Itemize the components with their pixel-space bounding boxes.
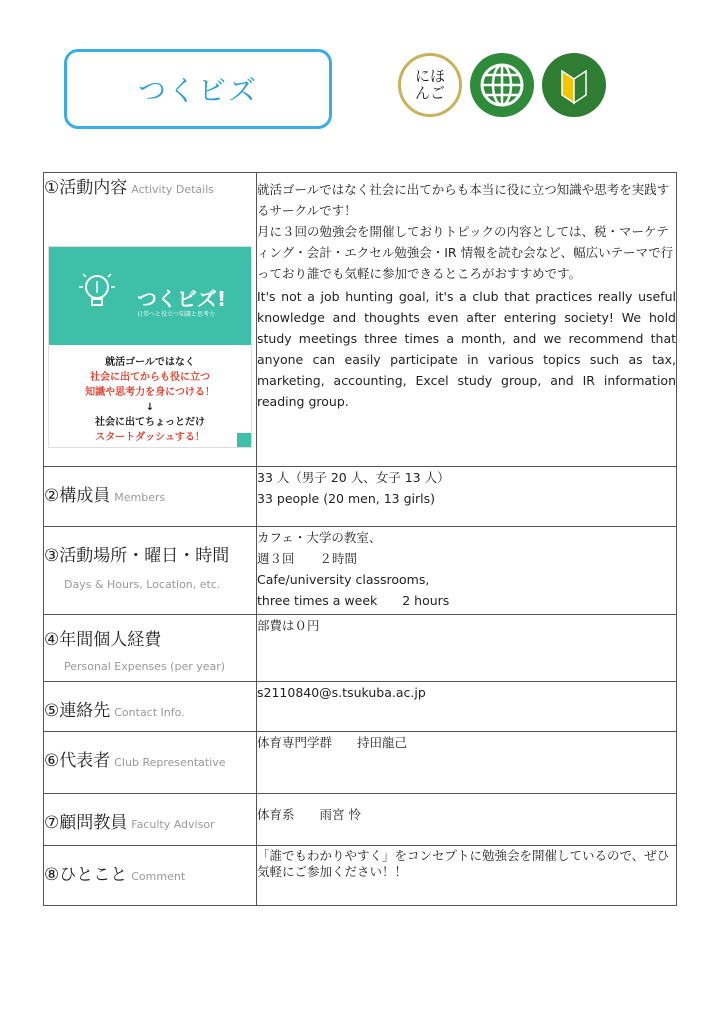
content-line: It's not a job hunting goal, it's a club that practices really useful knowledge and thoughts even after entering society! We hold study meetings three times a month, and we recommend that anyone can easily participate in various topics such as tax, marketing, accounting, Excel study group, and IR information reading group. [257,289,676,409]
label-cell [44,467,257,527]
promo-arrow: ↓ [145,402,155,413]
row-location [44,527,677,615]
label-cell [44,794,257,846]
row-members [44,467,677,527]
club-title: つくビズ [137,74,258,107]
promo-line: 就活ゴールではなく [105,357,195,368]
content-cell [257,467,677,527]
content-cell [257,615,677,682]
label-cell [44,732,257,794]
label-en: Members [114,491,166,504]
nihongo-badge-text: にほんご [414,67,445,102]
beginner-mark-icon [542,53,606,117]
content-line: 33 人（男子 20 人、女子 13 人） [257,470,450,485]
content-line: three times a week 2 hours [257,593,450,608]
label-en: Personal Expenses (per year) [64,660,226,673]
content-line: 体育専門学群 持田龍己 [257,735,408,750]
row-representative [44,732,677,794]
content-cell [257,794,677,846]
row-expenses [44,615,677,682]
globe-icon [470,53,534,117]
promo-line: 社会に出てからも役に立つ [90,372,210,383]
content-line: 33 people (20 men, 13 girls) [257,491,436,506]
label-en: Activity Details [131,183,215,196]
label-cell [44,846,257,906]
content-line: 週３回 ２時間 [257,551,358,566]
label-jp: ⑦顧問教員 [44,813,128,833]
promo-line: 知識や思考力を身につける！ [85,387,215,398]
content-cell [257,682,677,732]
lightbulb-icon [79,271,115,315]
label-jp: ③活動場所・曜日・時間 [44,546,230,566]
label-en: Days & Hours, Location, etc. [64,578,221,591]
promo-image [48,246,252,448]
label-cell [44,682,257,732]
nihongo-badge-icon [398,53,462,117]
label-jp: ④年間個人経費 [44,630,162,650]
promo-brand: つくビズ! [137,287,227,311]
content-line: 部費は０円 [257,618,320,633]
promo-tagline: 日常へと役立つ知識と思考力 [137,311,216,318]
content-line: Cafe/university classrooms, [257,572,430,587]
label-jp: ①活動内容 [44,178,128,198]
label-en: Comment [131,870,186,883]
label-jp: ⑥代表者 [44,751,111,771]
label-jp: ②構成員 [44,486,111,506]
content-line: 就活ゴールではなく社会に出てからも本当に役に立つ知識や思考を実践するサークルです！ [257,182,670,218]
row-comment [44,846,677,906]
promo-line: 社会に出てちょっとだけ [95,417,205,428]
content-cell [257,846,677,906]
label-cell [44,615,257,682]
row-advisor [44,794,677,846]
label-jp: ⑧ひとこと [44,865,128,885]
promo-line: スタートダッシュする！ [95,432,205,443]
row-activity [44,173,677,467]
club-info-table [43,172,677,906]
club-title-box [64,49,332,129]
label-jp: ⑤連絡先 [44,701,111,721]
row-contact [44,682,677,732]
label-cell [44,527,257,615]
contact-email[interactable]: s2110840@s.tsukuba.ac.jp [257,685,426,700]
content-cell [257,732,677,794]
content-line: 月に３回の勉強会を開催しておりトピックの内容としては、税・マーケティング・会計・エクセル勉強会・IR 情報を読む会など、幅広いテーマで行っており誰でも気軽に参加できるところがおすすめです。 [257,224,674,281]
label-en: Contact Info. [114,706,185,719]
label-cell [44,173,257,467]
promo-corner [237,433,251,447]
content-line: カフェ・大学の教室、 [257,530,382,545]
content-line: 体育系 雨宮 怜 [257,807,361,822]
label-en: Faculty Advisor [131,818,215,831]
content-cell [257,527,677,615]
content-line: 「誰でもわかりやすく」をコンセプトに勉強会を開催しているので、ぜひ気軽にご参加ください！！ [257,848,670,879]
label-en: Club Representative [114,756,226,769]
content-cell [257,173,677,467]
